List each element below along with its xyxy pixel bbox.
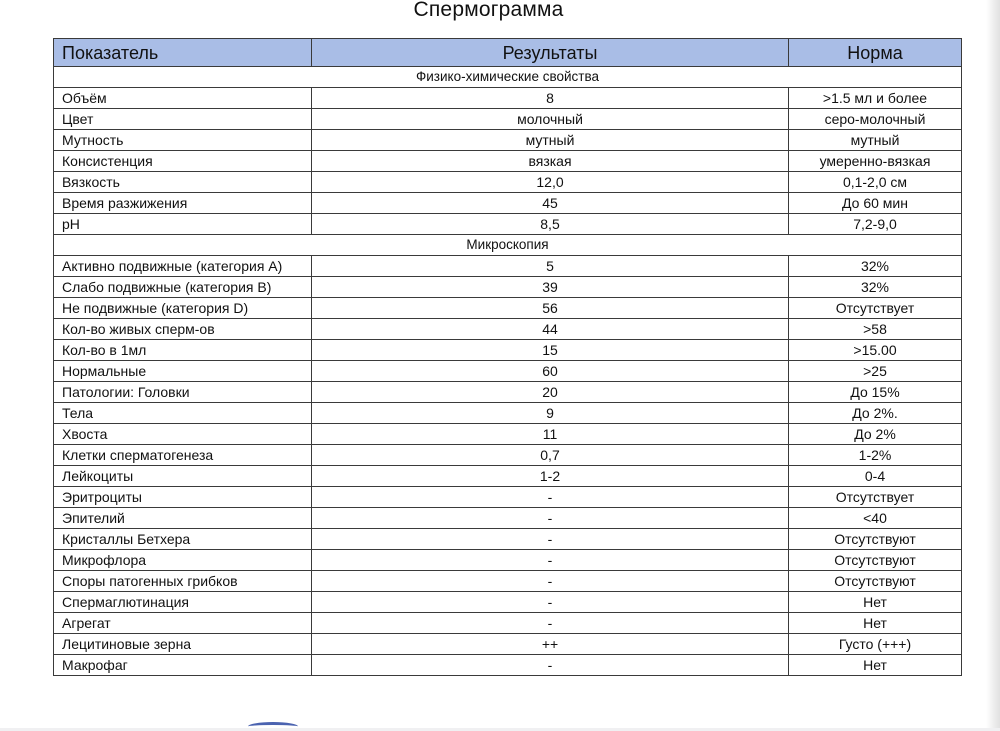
- table-row: [54, 361, 962, 382]
- indicator-cell: Время разжижения: [54, 193, 312, 214]
- table-row: [54, 319, 962, 340]
- indicator-cell: Патологии: Головки: [54, 382, 312, 403]
- norm-cell: Густо (+++): [789, 634, 962, 655]
- table-row: [54, 634, 962, 655]
- result-cell: ++: [312, 634, 789, 655]
- table-row: [54, 277, 962, 298]
- results-table: [53, 38, 962, 676]
- norm-cell: До 60 мин: [789, 193, 962, 214]
- result-cell: 8,5: [312, 214, 789, 235]
- result-cell: 44: [312, 319, 789, 340]
- table-row: [54, 613, 962, 634]
- table-row: [54, 193, 962, 214]
- indicator-cell: Мутность: [54, 130, 312, 151]
- result-cell: 12,0: [312, 172, 789, 193]
- section-title: Физико-химические свойства: [54, 67, 962, 88]
- table-row: [54, 403, 962, 424]
- table-row: [54, 151, 962, 172]
- indicator-cell: Эритроциты: [54, 487, 312, 508]
- table-row: [54, 445, 962, 466]
- table-row: [54, 571, 962, 592]
- table-row: [54, 109, 962, 130]
- norm-cell: мутный: [789, 130, 962, 151]
- table-row: [54, 130, 962, 151]
- header-indicator: Показатель: [54, 39, 312, 67]
- indicator-cell: Микрофлора: [54, 550, 312, 571]
- norm-cell: 0-4: [789, 466, 962, 487]
- table-row: [54, 172, 962, 193]
- indicator-cell: Кристаллы Бетхера: [54, 529, 312, 550]
- table-row: [54, 550, 962, 571]
- norm-cell: Нет: [789, 613, 962, 634]
- indicator-cell: Кол-во живых сперм-ов: [54, 319, 312, 340]
- result-cell: -: [312, 655, 789, 676]
- indicator-cell: Хвоста: [54, 424, 312, 445]
- table-row: [54, 466, 962, 487]
- result-cell: 8: [312, 88, 789, 109]
- table-row: [54, 298, 962, 319]
- indicator-cell: Тела: [54, 403, 312, 424]
- norm-cell: <40: [789, 508, 962, 529]
- indicator-cell: Лецитиновые зерна: [54, 634, 312, 655]
- stamp-fragment: [248, 722, 298, 731]
- result-cell: 39: [312, 277, 789, 298]
- result-cell: 56: [312, 298, 789, 319]
- result-cell: -: [312, 487, 789, 508]
- table-row: [54, 508, 962, 529]
- result-cell: молочный: [312, 109, 789, 130]
- norm-cell: Отсутствуют: [789, 571, 962, 592]
- section-title: Микроскопия: [54, 235, 962, 256]
- result-cell: 0,7: [312, 445, 789, 466]
- indicator-cell: Консистенция: [54, 151, 312, 172]
- table-row: [54, 424, 962, 445]
- norm-cell: 32%: [789, 277, 962, 298]
- norm-cell: Нет: [789, 592, 962, 613]
- norm-cell: серо-молочный: [789, 109, 962, 130]
- result-cell: 5: [312, 256, 789, 277]
- table-row: [54, 655, 962, 676]
- norm-cell: Отсутствуют: [789, 550, 962, 571]
- indicator-cell: pH: [54, 214, 312, 235]
- norm-cell: умеренно-вязкая: [789, 151, 962, 172]
- indicator-cell: Эпителий: [54, 508, 312, 529]
- table-header-row: [54, 39, 962, 67]
- table-row: [54, 88, 962, 109]
- table-row: [54, 382, 962, 403]
- result-cell: -: [312, 529, 789, 550]
- indicator-cell: Агрегат: [54, 613, 312, 634]
- indicator-cell: Вязкость: [54, 172, 312, 193]
- norm-cell: Отсутствует: [789, 298, 962, 319]
- result-cell: 9: [312, 403, 789, 424]
- result-cell: 1-2: [312, 466, 789, 487]
- document-title: Спермограмма: [413, 0, 564, 21]
- indicator-cell: Макрофаг: [54, 655, 312, 676]
- header-norm: Норма: [789, 39, 962, 67]
- indicator-cell: Цвет: [54, 109, 312, 130]
- norm-cell: Отсутствуют: [789, 529, 962, 550]
- table-row: [54, 487, 962, 508]
- result-cell: 45: [312, 193, 789, 214]
- norm-cell: 7,2-9,0: [789, 214, 962, 235]
- section-header-row: [54, 67, 962, 88]
- norm-cell: >58: [789, 319, 962, 340]
- indicator-cell: Нормальные: [54, 361, 312, 382]
- result-cell: -: [312, 508, 789, 529]
- table-row: [54, 256, 962, 277]
- page-edge-shadow: [986, 0, 1000, 728]
- indicator-cell: Слабо подвижные (категория В): [54, 277, 312, 298]
- result-cell: -: [312, 592, 789, 613]
- norm-cell: >25: [789, 361, 962, 382]
- indicator-cell: Активно подвижные (категория А): [54, 256, 312, 277]
- result-cell: 15: [312, 340, 789, 361]
- norm-cell: До 2%: [789, 424, 962, 445]
- norm-cell: 32%: [789, 256, 962, 277]
- section-header-row: [54, 235, 962, 256]
- table-body: [54, 67, 962, 676]
- table-row: [54, 592, 962, 613]
- indicator-cell: Не подвижные (категория D): [54, 298, 312, 319]
- result-cell: мутный: [312, 130, 789, 151]
- indicator-cell: Спермаглютинация: [54, 592, 312, 613]
- norm-cell: >1.5 мл и более: [789, 88, 962, 109]
- norm-cell: >15.00: [789, 340, 962, 361]
- indicator-cell: Объём: [54, 88, 312, 109]
- norm-cell: Нет: [789, 655, 962, 676]
- table-row: [54, 340, 962, 361]
- result-cell: -: [312, 550, 789, 571]
- table-row: [54, 529, 962, 550]
- table-row: [54, 214, 962, 235]
- norm-cell: До 15%: [789, 382, 962, 403]
- indicator-cell: Лейкоциты: [54, 466, 312, 487]
- norm-cell: Отсутствует: [789, 487, 962, 508]
- result-cell: 11: [312, 424, 789, 445]
- result-cell: -: [312, 571, 789, 592]
- indicator-cell: Кол-во в 1мл: [54, 340, 312, 361]
- result-cell: 20: [312, 382, 789, 403]
- norm-cell: 1-2%: [789, 445, 962, 466]
- result-cell: вязкая: [312, 151, 789, 172]
- indicator-cell: Клетки сперматогенеза: [54, 445, 312, 466]
- indicator-cell: Споры патогенных грибков: [54, 571, 312, 592]
- norm-cell: 0,1-2,0 см: [789, 172, 962, 193]
- header-results: Результаты: [312, 39, 789, 67]
- norm-cell: До 2%.: [789, 403, 962, 424]
- result-cell: -: [312, 613, 789, 634]
- result-cell: 60: [312, 361, 789, 382]
